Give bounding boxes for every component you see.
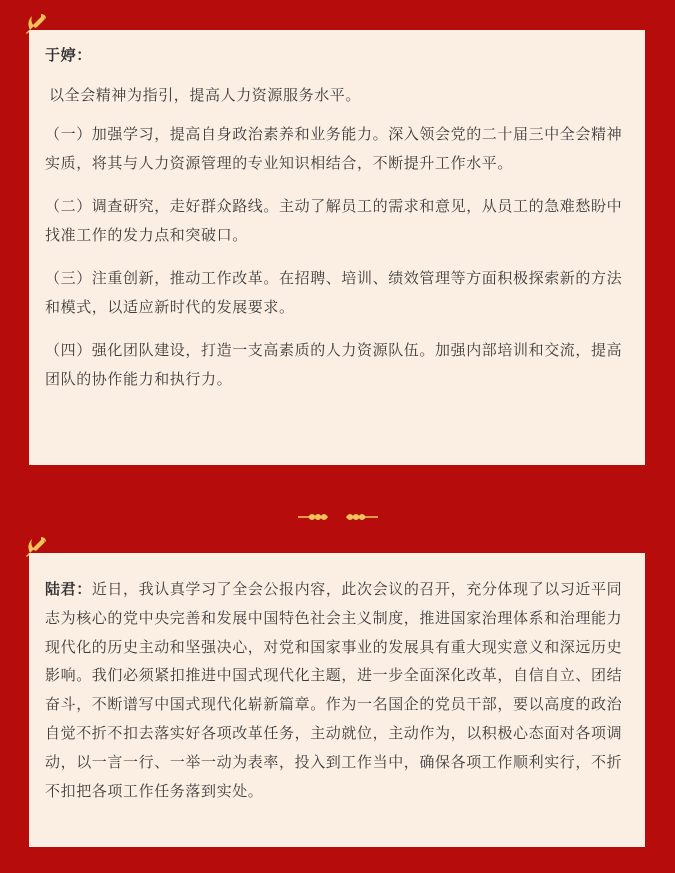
speaker-name: 陆君： [45, 580, 92, 598]
point-4: （四）强化团队建设，打造一支高素质的人力资源队伍。加强内部培训和交流，提高团队的协作能力和执行力。 [45, 341, 623, 388]
wheat-divider-icon [296, 508, 380, 526]
point-1: （一）加强学习，提高自身政治素养和业务能力。深入领会党的二十届三中全会精神实质，将其与人力资源管理的专业知识相结合，不断提升工作水平。 [45, 125, 623, 172]
statement-card-1 [29, 30, 645, 465]
speaker-name: 于婷： [45, 46, 92, 64]
statement-card-2 [29, 553, 645, 847]
point-2: （二）调查研究，走好群众路线。主动了解员工的需求和意见，从员工的急难愁盼中找准工作的发力点和突破口。 [45, 197, 623, 244]
point-3: （三）注重创新，推动工作改革。在招聘、培训、绩效管理等方面积极探索新的方法和模式，以适应新时代的发展要求。 [45, 269, 623, 316]
intro-text: 以全会精神为指引，提高人力资源服务水平。 [49, 86, 362, 104]
statement-text: 近日，我认真学习了全会公报内容，此次会议的召开，充分体现了以习近平同志为核心的党中央完善和发展中国特色社会主义制度，推进国家治理体系和治理能力现代化的历史主动和坚强决心，对党和国家事业的发展具有重大现实意义和深远历史影响。我们必须紧扣推进中国式现代化主题，进一步全面深化改革，自信自立、团结奋斗，不断谱写中国式现代化崭新篇章。作为一名国企的党员干部，要以高度的政治自觉不折不扣去落实好各项改革任务，主动就位，主动作为，以积极心态面对各项调动，以一言一行、一举一动为表率，投入到工作当中，确保各项工作顺利实行，不折不扣把各项工作任务落到实处。 [45, 580, 623, 800]
statement-paragraph [45, 575, 629, 805]
